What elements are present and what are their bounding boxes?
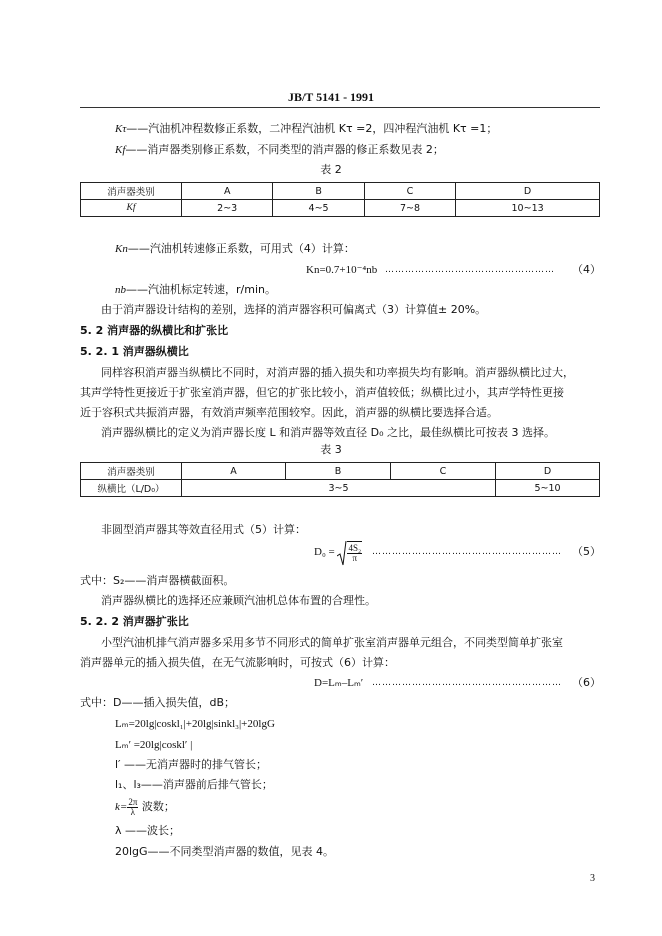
page-number: 3	[590, 873, 595, 884]
equation-5-numerator: 4S₂	[348, 543, 362, 554]
nb-definition	[115, 283, 276, 297]
k-denominator: λ	[130, 806, 136, 817]
l1-l3-definition: l₁、l₃——消声器前后排气管长；	[115, 778, 273, 791]
header-rule	[80, 107, 600, 108]
wavenumber-definition	[115, 795, 175, 821]
nb-text: ——汽油机标定转速，r/min。	[126, 283, 276, 296]
equation-5-number: （5）	[572, 545, 601, 558]
aspect-ratio-definition: 消声器纵横比的定义为消声器长度 L 和消声器等效直径 D₀ 之比，最佳纵横比可按表 3 选择。	[101, 426, 555, 439]
table3-header-cell: A	[182, 463, 286, 480]
k-text: 波数；	[138, 800, 175, 813]
table3-header-cell: 消声器类别	[81, 463, 182, 480]
table-2	[80, 182, 600, 217]
paragraph-line: 同样容积消声器当纵横比不同时，对消声器的插入损失和功率损失均有影响。消声器纵横比过大，	[101, 366, 574, 379]
equation-5	[314, 537, 362, 567]
kf-text: ——消声器类别修正系数，不同类型的消声器的修正系数见表 2；	[125, 143, 444, 156]
equation-5-fraction	[347, 541, 362, 563]
k-fraction	[127, 798, 138, 817]
table3-header-cell: B	[286, 463, 391, 480]
table2-cell: 2~3	[182, 200, 273, 217]
section-5-2-1-heading: 5. 2. 1 消声器纵横比	[80, 345, 189, 358]
equation-4: Kn=0.7+10⁻⁴nb	[306, 264, 378, 276]
kt-definition	[115, 122, 497, 136]
equation-6: D=Lₘ–Lₘ′	[314, 677, 364, 689]
s2-definition: 式中：S₂——消声器横截面积。	[80, 574, 235, 587]
radical-icon	[337, 540, 347, 566]
paragraph-line: 小型汽油机排气消声器多采用多节不同形式的简单扩张室消声器单元组合，不同类型简单扩张室	[101, 636, 563, 649]
table3-cell: 3~5	[182, 480, 496, 497]
d-definition: 式中：D——插入损失值，dB；	[80, 696, 235, 709]
equation-4-number: （4）	[572, 263, 601, 276]
table3-cell: 纵横比（L/D₀）	[81, 480, 182, 497]
lambda-definition: λ ——波长；	[115, 824, 181, 837]
paragraph-line: 其声学特性更接近于扩张室消声器，但它的扩张比较小，消声值较低；纵横比过小，其声学特性更接	[80, 386, 564, 399]
table2-header-cell: 消声器类别	[81, 183, 182, 200]
table2-data-row	[81, 200, 600, 217]
equation-4-leader: ……………………………………………	[385, 265, 555, 275]
k-numerator: 2π	[128, 796, 138, 807]
equation-5-denominator: π	[352, 553, 358, 564]
table2-cell: 7~8	[364, 200, 455, 217]
document-header: JB/T 5141 - 1991	[287, 90, 375, 104]
equation-5-lhs: D₀ =	[314, 546, 335, 558]
table2-header-cell: C	[364, 183, 455, 200]
kn-symbol: Kn	[115, 243, 128, 255]
section-5-2-heading: 5. 2 消声器的纵横比和扩张比	[80, 324, 229, 337]
table3-header-row	[81, 463, 600, 480]
table3-header-cell: C	[391, 463, 496, 480]
paragraph-line: 近于容积式共振消声器，有效消声频率范围较窄。因此，消声器的纵横比要选择合适。	[80, 406, 498, 419]
kt-symbol: Kτ	[115, 123, 127, 135]
table-3	[80, 462, 600, 497]
table2-header-cell: D	[456, 183, 600, 200]
kn-text: ——汽油机转速修正系数，可用式（4）计算：	[127, 242, 355, 255]
table2-header-cell: A	[182, 183, 273, 200]
table2-header-row	[81, 183, 600, 200]
deviation-paragraph: 由于消声器设计结构的差别，选择的消声器容积可偏离式（3）计算值± 20%。	[101, 303, 487, 316]
kf-definition	[115, 143, 444, 157]
square-root-sign	[337, 537, 347, 567]
table3-data-row	[81, 480, 600, 497]
table2-cell: Kf	[81, 200, 182, 217]
overall-layout-note: 消声器纵横比的选择还应兼顾汽油机总体布置的合理性。	[101, 594, 376, 607]
table2-caption: 表 2	[320, 163, 342, 176]
nb-symbol: nb	[115, 284, 126, 296]
section-5-2-2-heading: 5. 2. 2 消声器扩张比	[80, 615, 189, 628]
l-prime-definition: l′ ——无消声器时的排气管长；	[115, 758, 268, 771]
table3-caption: 表 3	[320, 443, 342, 456]
table2-cell: 4~5	[273, 200, 364, 217]
paragraph-line: 消声器单元的插入损失值，在无气流影响时，可按式（6）计算：	[80, 656, 395, 669]
kt-text: ——汽油机冲程数修正系数，二冲程汽油机 Kτ =2，四冲程汽油机 Kτ =1；	[126, 122, 498, 135]
lm-prime-formula: Lₘ′ =20lg|coskl′ |	[115, 739, 193, 751]
equation-6-leader: …………………………………………………	[372, 678, 562, 688]
table2-cell: 10~13	[456, 200, 600, 217]
k-symbol: k=	[115, 801, 128, 813]
table3-header-cell: D	[496, 463, 600, 480]
equation-5-intro: 非圆型消声器其等效直径用式（5）计算：	[101, 523, 306, 536]
table2-header-cell: B	[273, 183, 364, 200]
kf-symbol: Kf	[115, 144, 126, 156]
lm-formula: Lₘ=20lg|coskl₁|+20lg|sinkl₃|+20lgG	[115, 718, 275, 730]
g-definition: 20lgG——不同类型消声器的数值，见表 4。	[115, 845, 335, 858]
table3-cell: 5~10	[496, 480, 600, 497]
equation-5-leader: …………………………………………………	[372, 547, 562, 557]
kn-definition	[115, 242, 355, 256]
equation-6-number: （6）	[572, 676, 601, 689]
